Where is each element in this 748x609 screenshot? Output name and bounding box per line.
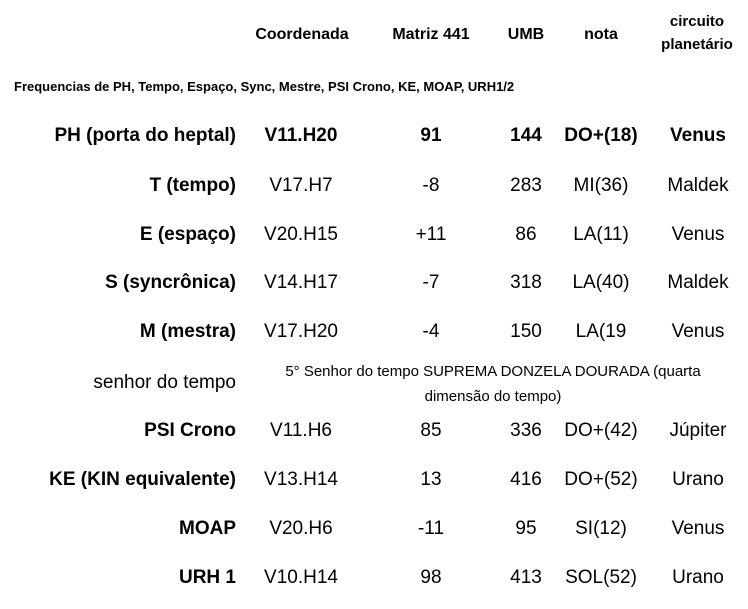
row-umb: 318 xyxy=(510,272,542,293)
row-nota: SI(12) xyxy=(575,518,627,539)
row-coordenada: V11.H6 xyxy=(270,420,332,441)
row-planet: Júpiter xyxy=(669,420,727,441)
senhor-label: senhor do tempo xyxy=(93,372,236,393)
row-matriz: 85 xyxy=(420,420,442,441)
row-umb: 86 xyxy=(515,224,537,245)
header-circuito-line1: circuito xyxy=(669,13,725,30)
row-label: S (syncrônica) xyxy=(105,272,236,293)
table-row xyxy=(0,220,748,250)
subtitle: Frequencias de PH, Tempo, Espaço, Sync, Mestre, PSI Crono, KE, MOAP, URH1/2 xyxy=(14,79,515,94)
table-row xyxy=(0,121,748,151)
row-planet: Venus xyxy=(670,125,726,146)
row-label: URH 1 xyxy=(178,567,236,588)
header-coordenada: Coordenada xyxy=(255,26,349,43)
row-planet: Maldek xyxy=(667,272,729,293)
row-nota: MI(36) xyxy=(573,175,629,196)
row-label: PH (porta do heptal) xyxy=(54,125,236,146)
row-coordenada: V10.H14 xyxy=(264,567,338,588)
row-matriz: +11 xyxy=(415,224,447,245)
table-row xyxy=(0,317,748,347)
row-coordenada: V14.H17 xyxy=(264,272,338,293)
row-nota: DO+(18) xyxy=(564,125,638,146)
row-umb: 144 xyxy=(510,125,542,146)
row-coordenada: V20.H15 xyxy=(264,224,338,245)
row-coordenada: V20.H6 xyxy=(269,518,333,539)
row-label: M (mestra) xyxy=(139,321,236,342)
table-row xyxy=(0,514,748,544)
row-coordenada: V11.H20 xyxy=(264,125,338,146)
row-label: E (espaço) xyxy=(139,224,236,245)
row-coordenada: V17.H20 xyxy=(264,321,338,342)
row-umb: 416 xyxy=(510,469,542,490)
row-nota: DO+(42) xyxy=(564,420,638,441)
row-label: T (tempo) xyxy=(149,175,236,196)
row-nota: LA(11) xyxy=(573,224,629,245)
row-planet: Maldek xyxy=(667,175,729,196)
row-matriz: -11 xyxy=(417,518,445,539)
senhor-desc-line2: dimensão do tempo) xyxy=(424,388,562,405)
row-planet: Venus xyxy=(671,321,725,342)
row-planet: Venus xyxy=(671,224,725,245)
table-row xyxy=(0,416,748,446)
row-label: KE (KIN equivalente) xyxy=(49,469,236,490)
row-planet: Venus xyxy=(671,518,725,539)
row-umb: 95 xyxy=(515,518,537,539)
row-umb: 336 xyxy=(510,420,542,441)
header-umb: UMB xyxy=(507,26,545,43)
row-coordenada: V17.H7 xyxy=(269,175,333,196)
table-row xyxy=(0,563,748,593)
row-nota: DO+(52) xyxy=(564,469,638,490)
senhor-desc-line1: 5° Senhor do tempo SUPREMA DONZELA DOURADA (quarta xyxy=(285,363,701,380)
row-nota: LA(19 xyxy=(575,321,627,342)
row-matriz: 98 xyxy=(420,567,442,588)
senhor-description xyxy=(256,359,730,409)
row-matriz: -7 xyxy=(422,272,440,293)
header-matriz: Matriz 441 xyxy=(392,26,470,43)
row-umb: 283 xyxy=(510,175,542,196)
row-planet: Urano xyxy=(672,567,724,588)
row-label: MOAP xyxy=(179,518,236,539)
row-umb: 413 xyxy=(510,567,542,588)
table-row xyxy=(0,268,748,298)
row-nota: LA(40) xyxy=(572,272,630,293)
table-row xyxy=(0,465,748,495)
header-nota: nota xyxy=(584,26,618,43)
row-umb: 150 xyxy=(510,321,542,342)
row-coordenada: V13.H14 xyxy=(264,469,338,490)
header-circuito-planetario xyxy=(648,10,746,56)
row-matriz: 13 xyxy=(420,469,442,490)
row-matriz: 91 xyxy=(420,125,442,146)
header-circuito-line2: planetário xyxy=(661,36,733,53)
row-matriz: -8 xyxy=(422,175,440,196)
row-planet: Urano xyxy=(672,469,724,490)
row-nota: SOL(52) xyxy=(565,567,637,588)
table-row xyxy=(0,171,748,201)
row-matriz: -4 xyxy=(422,321,440,342)
row-label: PSI Crono xyxy=(144,420,236,441)
